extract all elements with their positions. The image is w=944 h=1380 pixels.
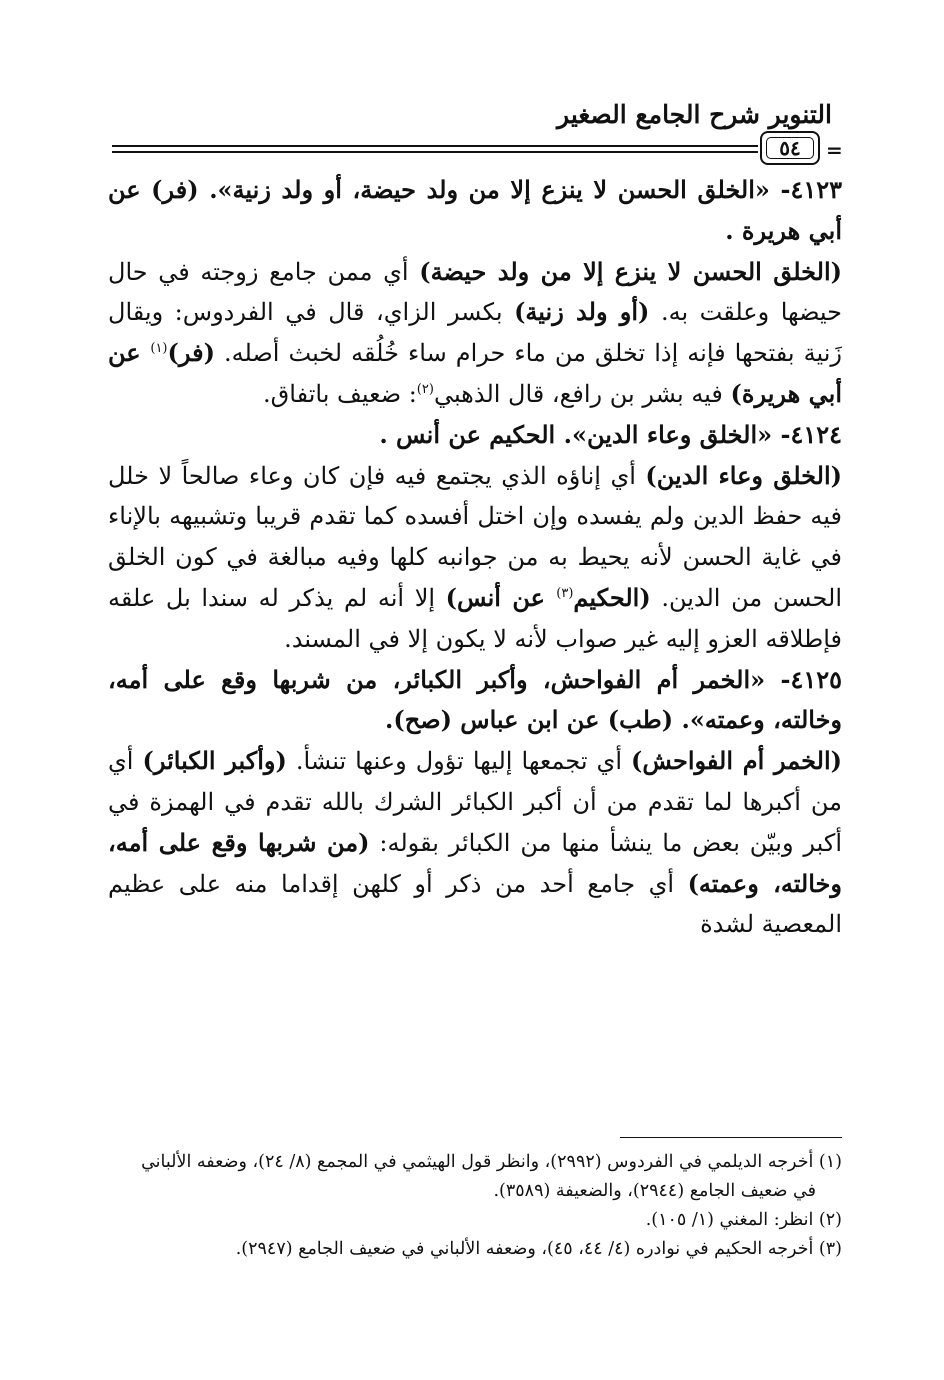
page-number-box [760,131,820,165]
commentary-text: بكسر الزاي، قال في الفردوس: ويقال زَنية بفتحها فإنه إذا تخلق من ماء حرام ساء خُلُقه لخبث أصله. [108,298,842,368]
commentary-4123 [108,252,842,415]
quoted-phrase: (أو ولد زنية) [514,297,650,327]
commentary-4124 [108,456,842,660]
footnote-1: (١) أخرجه الديلمي في الفردوس (٢٩٩٢)، وانظر قول الهيثمي في المجمع (٨/ ٢٤)، وضعفه الألباني [141,1152,842,1172]
source-abbrev: (فر) [167,338,215,368]
hadith-text: - «الخلق الحسن لا ينزع إلا من ولد حيضة، أو ولد زنية». (فر) عن أبي هريرة . [108,175,842,245]
commentary-4125 [108,741,842,945]
quoted-phrase: (الخمر أم الفواحش) [631,746,842,776]
commentary-text: أي ممن جامع زوجته في حال حيضها وعلقت به. [108,257,843,327]
commentary-text: أي من أكبرها لما تقدم من أن أكبر الكبائر الشرك بالله تقدم في الهمزة في أكبر وبيّن بعض ما ينشأ منها من الكبائر بقوله: [108,747,843,857]
footnote-2: (٢) انظر: المغني (١/ ١٠٥). [645,1210,842,1230]
commentary-text: : ضعيف باتفاق. [263,379,417,408]
hadith-4124 [108,415,842,456]
quoted-phrase: (الخلق وعاء الدين) [645,460,842,490]
footnote-separator [620,1137,842,1138]
hadith-number: ٤١٢٥ [790,664,842,694]
commentary-text: فيه بشر بن رافع، قال الذهبي [433,379,731,408]
page-number: ٥٤ [779,136,801,160]
hadith-4123 [108,170,842,252]
quoted-phrase: (وأكبر الكبائر) [142,746,287,776]
commentary-text: أي جامع أحد من ذكر أو كلهن إقداما منه على عظيم المعصية لشدة [108,869,842,939]
hadith-text: - «الخمر أم الفواحش، وأكبر الكبائر، من شربها وقع على أمه، وخالته، وعمته». (طب) عن ابن عباس (صح). [108,664,842,735]
running-header-title: التنوير شرح الجامع الصغير [557,100,832,129]
hadith-number: ٤١٢٣ [790,175,842,204]
commentary-text: أي إناؤه الذي يجتمع فيه فإن كان وعاء صالحاً لا خلل فيه حفظ الدين ولم يفسده وإن اختل أفسده كما تقدم قريبا وتشبيهه بالإناء في غاية الحسن لأنه يحيط به من جوانبه كلها وفيه مبالغة في كون الخلق الحسن من الدين. [108,461,843,612]
hadith-4125 [108,660,842,742]
footnote-ref-1[interactable]: (١) [150,341,168,357]
source-narrator: عن أبي هريرة) [108,338,842,408]
hadith-text: - «الخلق وعاء الدين». الحكيم عن أنس . [379,419,791,449]
footnote-ref-2[interactable]: (٢) [416,381,434,397]
quoted-phrase: (من شربها وقع على أمه، وخالته، وعمته) [108,827,842,898]
commentary-text: إلا أنه لم يذكر له سندا بل علقه فإطلاقه العزو إليه غير صواب لأنه لا يكون إلا في المسند. [108,583,842,653]
header-rule-top [112,145,758,147]
main-text [108,170,842,945]
hadith-number: ٤١٢٤ [790,419,842,449]
footnotes [108,1148,842,1264]
footnote-ref-3[interactable]: (٣) [556,585,574,601]
source-abbrev: (الحكيم [573,582,651,612]
header-rule-bottom [112,151,758,153]
footnote-1-continuation: في ضعيف الجامع (٢٩٤٤)، والضعيفة (٣٥٨٩). [493,1181,816,1201]
source-narrator: عن أنس) [445,582,557,612]
footnote-3: (٣) أخرجه الحكيم في نوادره (٤/ ٤٤، ٤٥)، وضعفه الألباني في ضعيف الجامع (٢٩٤٧). [235,1239,842,1259]
header-side-mark: = [826,138,843,162]
commentary-text: أي تجمعها إليها تؤول وعنها تنشأ. [286,747,632,776]
quoted-phrase: (الخلق الحسن لا ينزع إلا من ولد حيضة) [419,256,842,286]
